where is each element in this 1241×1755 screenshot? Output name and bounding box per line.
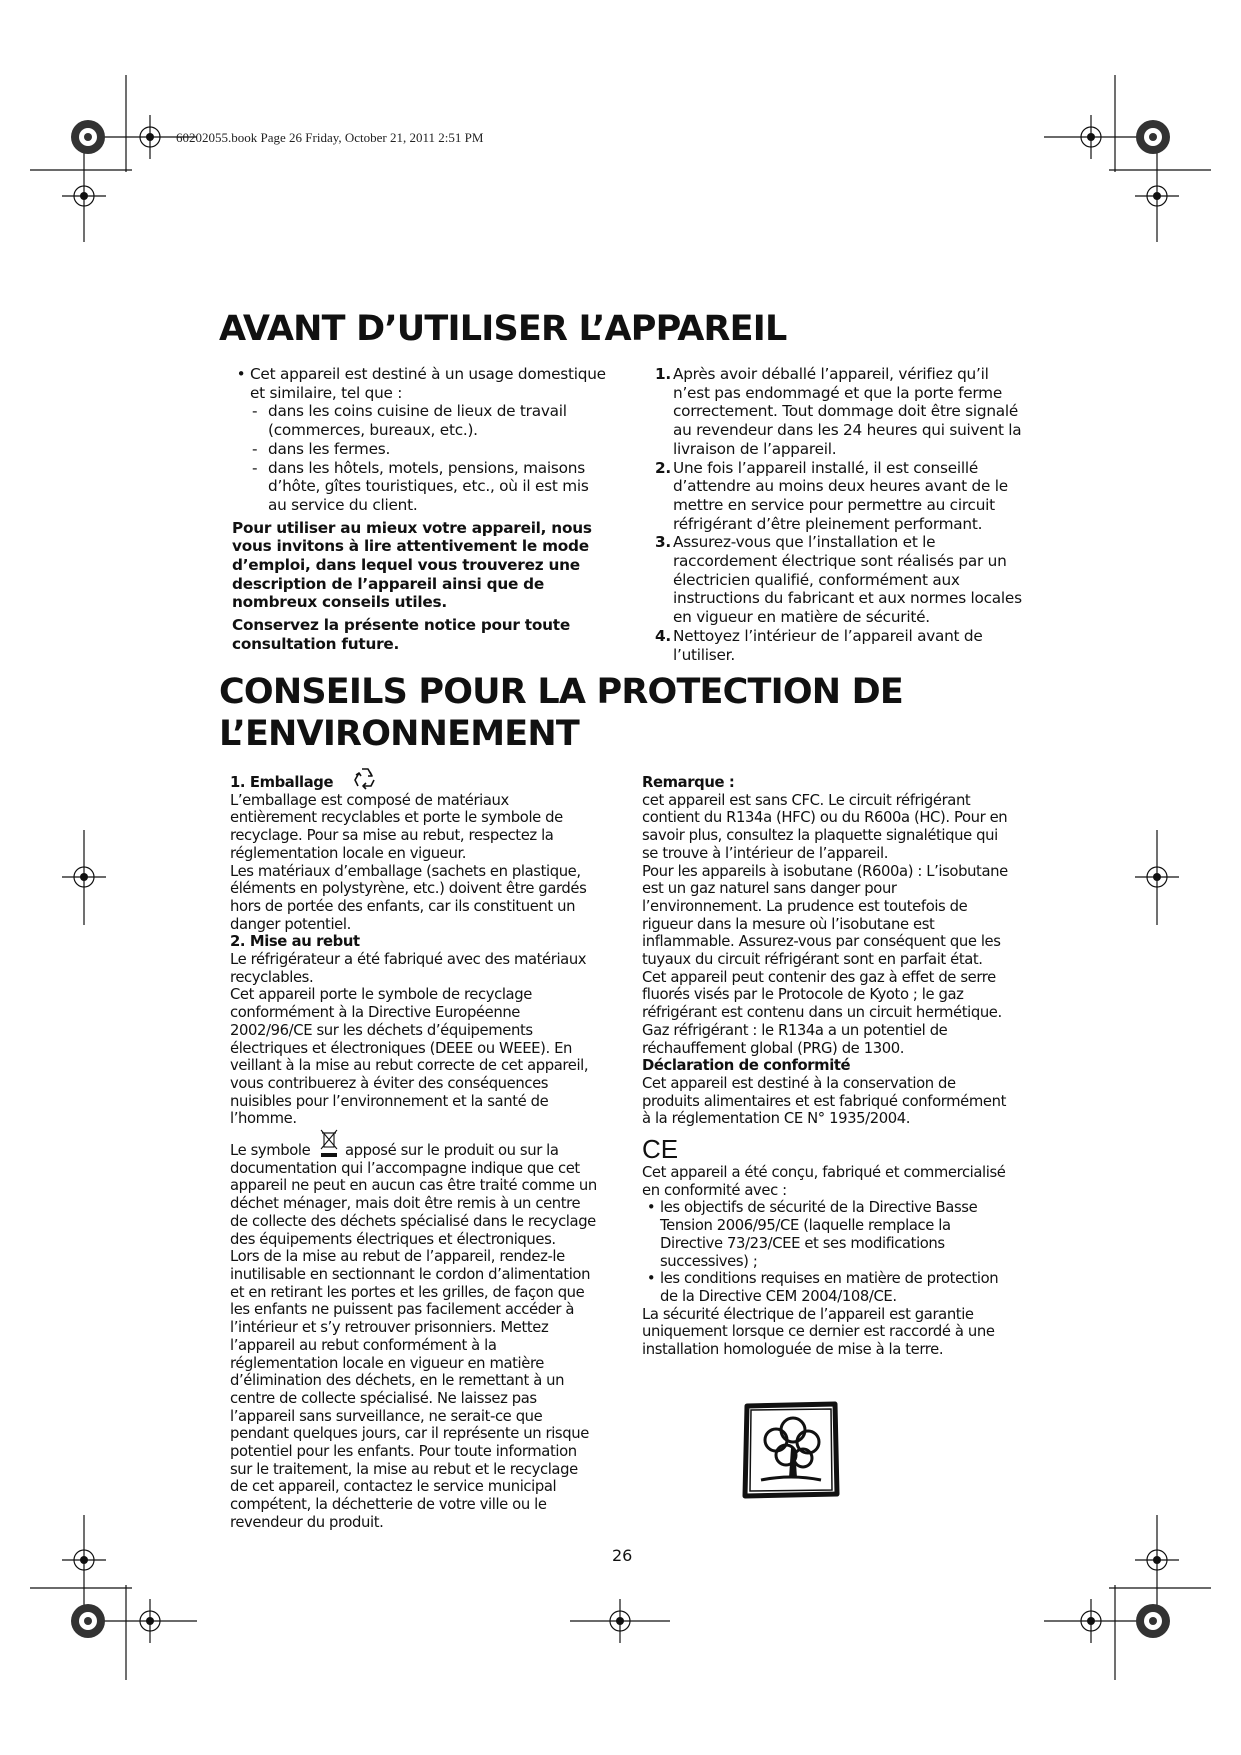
environment-left-column [230, 774, 598, 1532]
directive-bullet-text: les objectifs de sécurité de la Directive Basse Tension 2006/95/CE (laquelle remplace la Directive 73/23/CEE et ses modifications successives) ; [660, 1199, 978, 1270]
section-title-environment [219, 671, 903, 755]
directive-bullet-text: les conditions requises en matière de protection de la Directive CEM 2004/108/CE. [660, 1270, 999, 1305]
usage-dash-item: - dans les fermes. [252, 439, 391, 458]
usage-dash-text: dans les fermes. [268, 439, 391, 458]
directive-bullet: • les conditions requises en matière de protection de la Directive CEM 2004/108/CE. [642, 1270, 1012, 1305]
install-step [655, 533, 1025, 627]
step-text: Nettoyez l’intérieur de l’appareil avant de l’utiliser. [673, 626, 983, 664]
read-manual-notice: Pour utiliser au mieux votre appareil, nous vous invitons à lire attentivement le mode d’emploi, dans lequel vous trouverez une description de l’appareil ainsi que de nombreux conseils utiles. [232, 518, 592, 612]
crop-marks-middle [0, 820, 1241, 940]
print-header-info: 60202055.book Page 26 Friday, October 21, 2011 2:51 PM [176, 130, 484, 145]
remark-heading: Remarque : [642, 774, 735, 791]
conformity-heading: Déclaration de conformité [642, 1057, 851, 1075]
install-step [655, 365, 1025, 459]
packaging-heading-text: 1. Emballage [230, 774, 334, 791]
step-text: Une fois l’appareil installé, il est conseillé d’attendre au moins deux heures avant de le mettre en service pour permettre au circuit réfrigérant d’être pleinement performant. [673, 458, 1008, 533]
environment-right-column [642, 774, 1012, 1359]
registration-mark-icon [1136, 1604, 1170, 1638]
registration-mark-icon [71, 1604, 105, 1638]
disposal-text: Le réfrigérateur a été fabriqué avec des matériaux recyclables. [230, 951, 587, 986]
ce-compliance-text: Cet appareil a été conçu, fabriqué et commercialisé en conformité avec : [642, 1164, 1006, 1199]
install-step [655, 459, 1025, 534]
step-number: 1. [655, 365, 671, 383]
usage-dash-item: - dans les coins cuisine de lieux de travail (commerces, bureaux, etc.). [232, 402, 607, 439]
packaging-heading [230, 774, 598, 792]
greenhouse-gas-text: Cet appareil peut contenir des gaz à effet de serre fluorés visés par le Protocole de Kyoto ; le gaz réfrigérant est contenu dans un circuit hermétique. Gaz réfrigérant : le R134a a un potentiel de réchauffement global (PRG) de 1300. [642, 968, 1002, 1057]
section-title-before-use: AVANT D’UTILISER L’APPAREIL [219, 309, 787, 349]
usage-bullet-text: Cet appareil est destiné à un usage domestique et similaire, tel que : [250, 365, 606, 402]
usage-dash-text: dans les hôtels, motels, pensions, maisons d’hôte, gîtes touristiques, etc., où il est mis au service du client. [268, 458, 589, 514]
ce-mark: CE [642, 1134, 679, 1165]
title-line: CONSEILS POUR LA PROTECTION DE [219, 672, 904, 712]
directive-bullet: • les objectifs de sécurité de la Directive Basse Tension 2006/95/CE (laquelle remplace la Directive 73/23/CEE et ses modifications successives) ; [642, 1199, 1012, 1270]
before-use-left-column [232, 365, 607, 654]
weee-symbol-text [230, 1142, 598, 1248]
tree-logo-icon [741, 1400, 841, 1500]
page-number: 26 [612, 1546, 633, 1565]
step-text: Assurez-vous que l’installation et le raccordement électrique sont réalisés par un électricien qualifié, conformément aux instructions du fabricant et aux normes locales en vigueur en matière de sécurité. [673, 533, 1022, 627]
weee-lead-text: Le symbole [230, 1142, 311, 1160]
keep-manual-notice: Conservez la présente notice pour toute consultation future. [232, 616, 570, 653]
electrical-safety-text: La sécurité électrique de l’appareil est garantie uniquement lorsque ce dernier est raccordé à une installation homologuée de mise à la terre. [642, 1305, 995, 1359]
install-step [655, 627, 1025, 664]
step-number: 3. [655, 533, 671, 552]
step-number: 2. [655, 458, 671, 477]
crop-marks-bottom [0, 1505, 1241, 1755]
step-number: 4. [655, 626, 671, 645]
packaging-text: L’emballage est composé de matériaux entièrement recyclables et porte le symbole de recyclage. Pour sa mise au rebut, respectez la réglementation locale en vigueur. [230, 791, 563, 862]
registration-mark-icon [71, 120, 105, 154]
weee-rest-text: apposé sur le produit ou sur la documentation qui l’accompagne indique que cet appareil ne peut en aucun cas être traité comme un déchet ménager, mais doit être remis à un centre de collecte des déchets spécialisé dans le recyclage des équipements électriques et électroniques. [230, 1142, 597, 1248]
title-line: L’ENVIRONNEMENT [219, 714, 579, 754]
remark-text: cet appareil est sans CFC. Le circuit réfrigérant contient du R134a (HFC) ou du R600a (HC). Pour en savoir plus, consultez la plaquette signalétique qui se trouve à l’intérieur de l’appareil. [642, 791, 1008, 862]
usage-dash-text: dans les coins cuisine de lieux de travail (commerces, bureaux, etc.). [268, 402, 567, 440]
disposal-instructions-text: Lors de la mise au rebut de l’appareil, rendez-le inutilisable en sectionnant le cordon d’alimentation et en retirant les portes et les grilles, de façon que les enfants ne puissent pas facilement accéder à l’intérieur et s’y retrouver prisonniers. Mettez l’appareil au rebut conformément à la réglementation locale en vigueur en matière d’élimination des déchets, en le remettant à un centre de collecte spécialisé. Ne laissez pas l’appareil sans surveillance, ne serait-ce que pendant quelques jours, car il représente un risque potentiel pour les enfants. Pour toute information sur le traitement, la mise au rebut et le recyclage de cet appareil, contactez le service municipal compétent, la déchetterie de votre ville ou le revendeur du produit. [230, 1248, 591, 1531]
step-text: Après avoir déballé l’appareil, vérifiez qu’il n’est pas endommagé et que la porte ferme correctement. Tout dommage doit être signalé au revendeur dans les 24 heures qui suivent la livraison de l’appareil. [673, 365, 1022, 458]
disposal-directive-text: Cet appareil porte le symbole de recyclage conformément à la Directive Européenne 2002/96/CE sur les déchets d’équipements électriques et électroniques (DEEE ou WEEE). En veillant à la mise au rebut correcte de cet appareil, vous contribuerez à éviter des conséquences nuisibles pour l’environnement et la santé de l’homme. [230, 986, 589, 1128]
packaging-materials-text: Les matériaux d’emballage (sachets en plastique, éléments en polystyrène, etc.) doivent être gardés hors de portée des enfants, car ils constituent un danger potentiel. [230, 862, 587, 933]
recycle-icon [352, 766, 378, 790]
before-use-right-column [655, 365, 1025, 664]
weee-bin-icon [319, 1129, 339, 1159]
registration-mark-icon [1136, 120, 1170, 154]
usage-bullet: • Cet appareil est destiné à un usage domestique et similaire, tel que : [236, 365, 606, 402]
conformity-text: Cet appareil est destiné à la conservation de produits alimentaires et est fabriqué conformément à la réglementation CE N° 1935/2004. [642, 1074, 1006, 1128]
disposal-heading: 2. Mise au rebut [230, 933, 360, 951]
isobutane-text: Pour les appareils à isobutane (R600a) : L’isobutane est un gaz naturel sans danger pour l’environnement. La prudence est toutefois de rigueur dans la mesure où l’isobutane est inflammable. Assurez-vous par conséquent que les tuyaux du circuit réfrigérant sont en parfait état. [642, 862, 1008, 969]
usage-dash-item: - dans les hôtels, motels, pensions, maisons d’hôte, gîtes touristiques, etc., où il est mis au service du client. [232, 459, 607, 515]
